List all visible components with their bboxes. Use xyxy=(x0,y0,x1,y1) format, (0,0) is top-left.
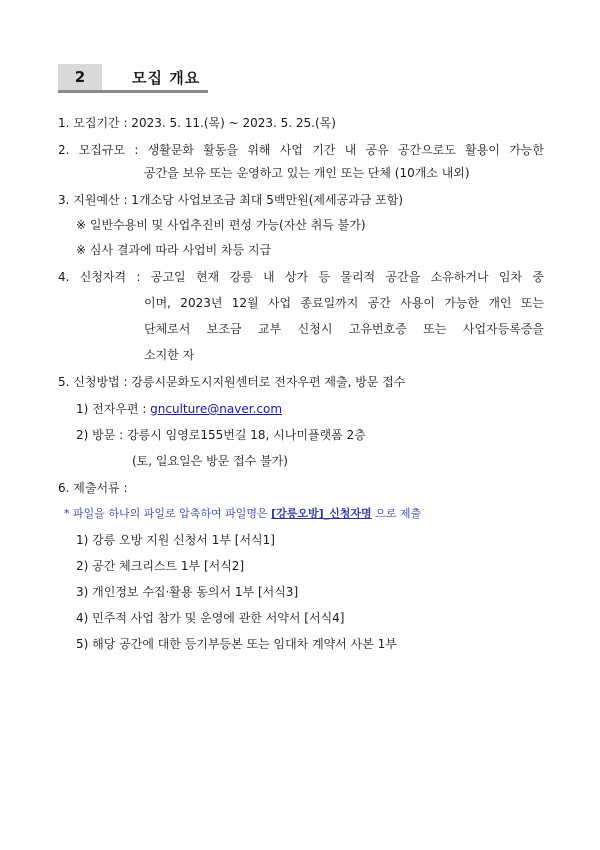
item-recruit-period: 1. 모집기간 : 2023. 5. 11.(목) ~ 2023. 5. 25.(목) xyxy=(58,116,336,130)
document-item-2: 2) 공간 체크리스트 1부 [서식2] xyxy=(76,559,245,573)
item-recruit-scale-line2: 공간을 보유 또는 운영하고 있는 개인 또는 단체 (10개소 내외) xyxy=(144,166,470,180)
item-recruit-scale-line1: 2. 모집규모 : 생활문화 활동을 위해 사업 기간 내 공유 공간으로도 활용이 가능한 xyxy=(58,143,544,157)
document-item-4: 4) 민주적 사업 참가 및 운영에 관한 서약서 [서식4] xyxy=(76,611,345,625)
item-visit: 2) 방문 : 강릉시 임영로155번길 18, 시나미플랫폼 2층 xyxy=(76,428,366,442)
item-eligibility-line3: 단체로서 보조금 교부 신청시 고유번호증 또는 사업자등록증을 xyxy=(144,322,544,336)
email-link[interactable]: gnculture@naver.com xyxy=(150,402,283,416)
document-item-1: 1) 강릉 오방 지원 신청서 1부 [서식1] xyxy=(76,533,275,547)
notice-part-1: * 파일을 하나의 파일로 압축하여 파일명은 xyxy=(64,507,272,520)
section-title: 모집 개요 xyxy=(132,68,201,87)
section-header xyxy=(58,64,208,93)
item-eligibility-line4: 소지한 자 xyxy=(144,348,195,362)
item-application-method: 5. 신청방법 : 강릉시문화도시지원센터로 전자우편 제출, 방문 접수 xyxy=(58,375,406,389)
email-label: 1) 전자우편 : xyxy=(76,402,151,416)
item-email xyxy=(76,402,282,416)
item-eligibility-line1: 4. 신청자격 : 공고일 현재 강릉 내 상가 등 물리적 공간을 소유하거나 임차 중 xyxy=(58,270,544,284)
item-visit-note: (토, 일요일은 방문 접수 불가) xyxy=(132,454,288,468)
item-budget-note-1: ※ 일반수용비 및 사업추진비 편성 가능(자산 취득 불가) xyxy=(76,218,366,232)
section-number: 2 xyxy=(58,64,102,90)
item-budget-note-2: ※ 심사 결과에 따라 사업비 차등 지급 xyxy=(76,243,272,257)
document-item-3: 3) 개인정보 수집·활용 동의서 1부 [서식3] xyxy=(76,585,299,599)
file-naming-notice xyxy=(64,507,421,521)
item-eligibility-line2: 이며, 2023년 12월 사업 종료일까지 공간 사용이 가능한 개인 또는 xyxy=(144,296,544,310)
item-documents: 6. 제출서류 : xyxy=(58,481,128,495)
document-item-5: 5) 해당 공간에 대한 등기부등본 또는 임대차 계약서 사본 1부 xyxy=(76,637,397,651)
item-budget: 3. 지원예산 : 1개소당 사업보조금 최대 5백만원(제세공과금 포함) xyxy=(58,193,404,207)
notice-filename: [강릉오방]_신청자명 xyxy=(271,507,372,520)
notice-part-3: 으로 제출 xyxy=(371,507,422,520)
